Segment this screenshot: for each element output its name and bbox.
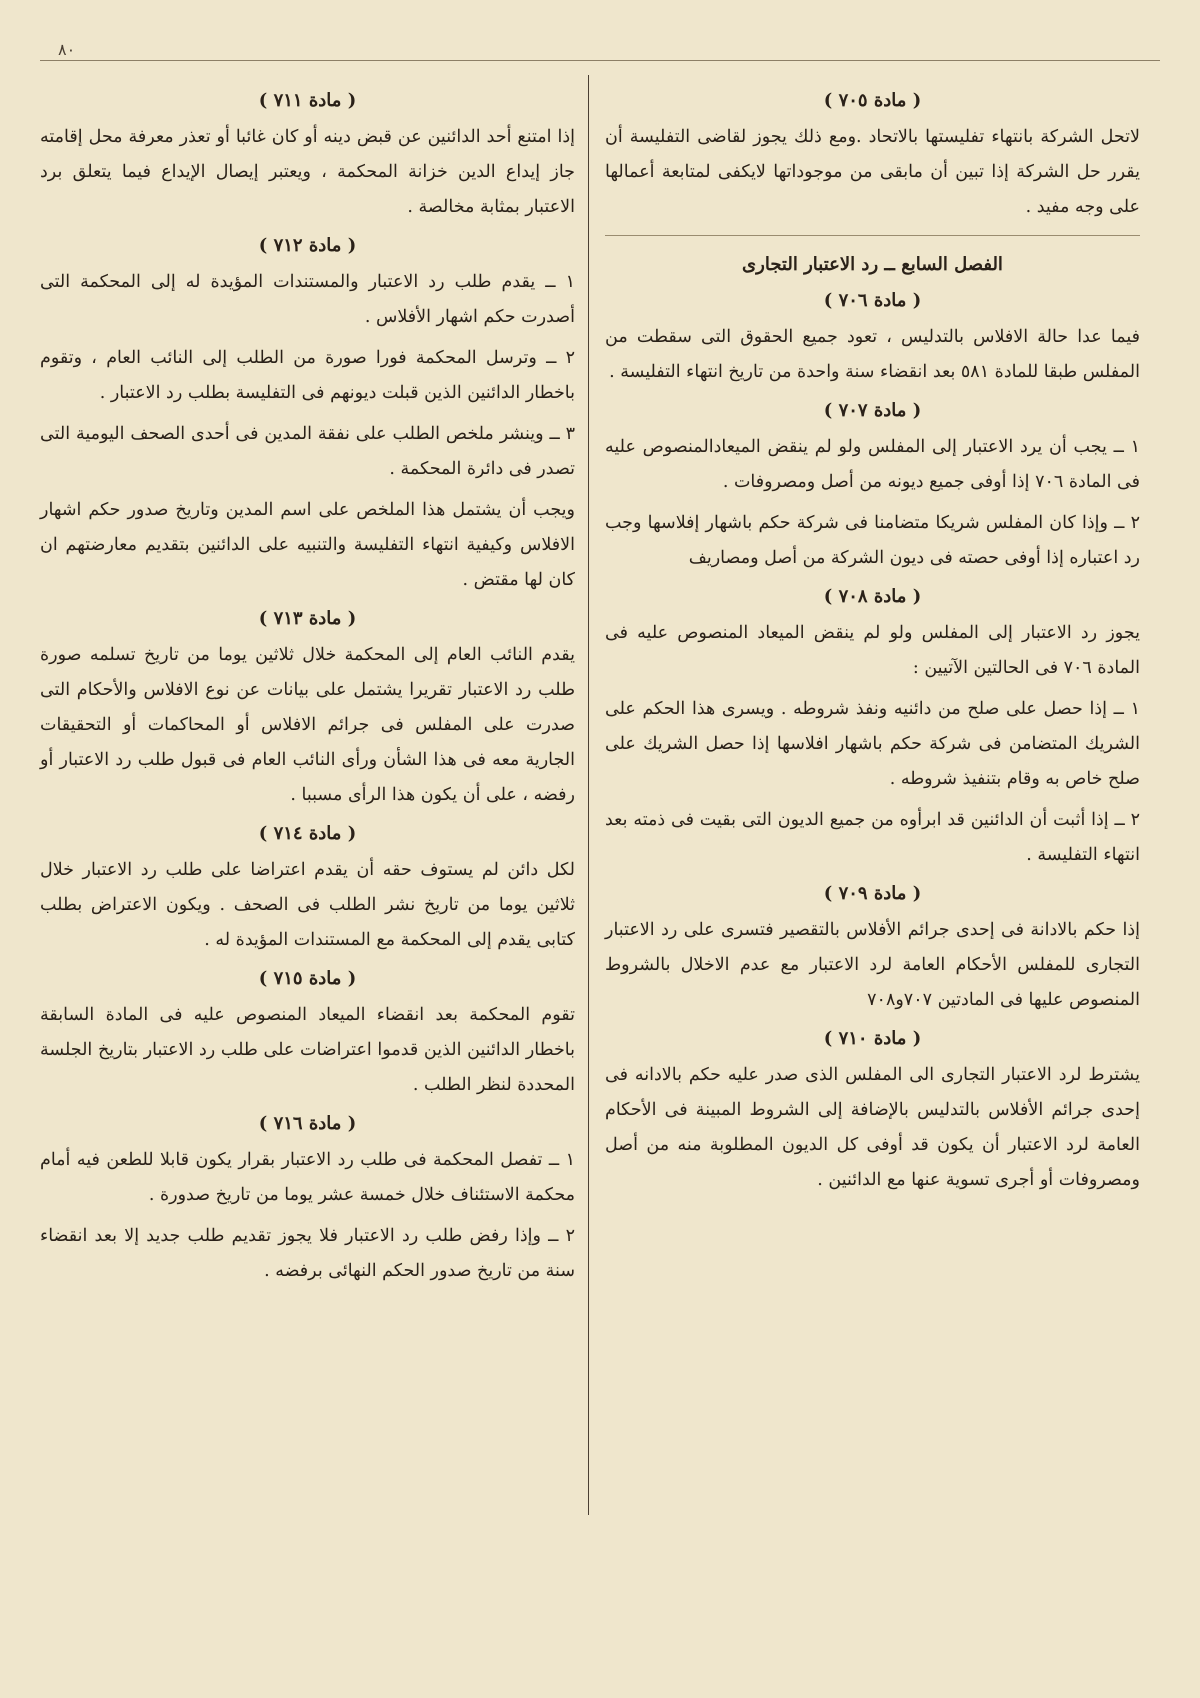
article-paragraph: لكل دائن لم يستوف حقه أن يقدم اعتراضا على طلب رد الاعتبار خلال ثلاثين يوما من تاريخ نشر الطلب فى الصحف . ويكون الاعتراض بطلب كتابى يقدم إلى المحكمة مع المستندات المؤيدة له . — [40, 860, 575, 950]
article-heading: ( مادة ٧١٦ ) — [258, 1113, 357, 1134]
article-paragraph: يشترط لرد الاعتبار التجارى الى المفلس الذى صدر عليه حكم بالادانه فى إحدى جرائم الأفلاس بالتدليس بالإضافة إلى الشروط المبينة فى الأحكام العامة لرد الاعتبار أن يكون قد أوفى كل الديون المطلوبة منه من أصل ومصروفات أو أجرى تسوية عنها مع الدائنين . — [605, 1065, 1140, 1190]
column-divider — [588, 75, 589, 1515]
right-column — [605, 80, 1140, 1204]
article-heading: ( مادة ٧٠٩ ) — [823, 883, 922, 904]
chapter-heading: الفصل السابع ــ رد الاعتبار التجارى — [742, 254, 1003, 275]
left-column — [40, 80, 575, 1295]
article-paragraph: ٢ ــ وإذا كان المفلس شريكا متضامنا فى شركة حكم باشهار إفلاسها وجب رد اعتباره إذا أوفى حصته فى ديون الشركة من أصل ومصاريف — [605, 513, 1140, 568]
article-paragraph: فيما عدا حالة الافلاس بالتدليس ، تعود جميع الحقوق التى سقطت من المفلس طبقا للمادة ٥٨١ بعد انقضاء سنة واحدة من تاريخ انتهاء التفليسة . — [605, 327, 1140, 382]
article-heading: ( مادة ٧٠٧ ) — [823, 400, 922, 421]
article-paragraph: ٢ ــ إذا أثبت أن الدائنين قد ابرأوه من جميع الديون التى بقيت فى ذمته بعد انتهاء التفليسة . — [605, 810, 1140, 865]
article-paragraph: إذا حكم بالادانة فى إحدى جرائم الأفلاس بالتقصير فتسرى على رد الاعتبار التجارى للمفلس الأحكام العامة لرد الاعتبار مع عدم الاخلال بالشروط المنصوص عليها فى المادتين ٧٠٧و٧٠٨ — [605, 920, 1140, 1010]
article-heading: ( مادة ٧١٣ ) — [258, 608, 357, 629]
article-heading: ( مادة ٧١٢ ) — [258, 235, 357, 256]
article-paragraph: ٢ ــ وإذا رفض طلب رد الاعتبار فلا يجوز تقديم طلب جديد إلا بعد انقضاء سنة من تاريخ صدور الحكم النهائى برفضه . — [40, 1226, 575, 1281]
article-heading: ( مادة ٧٠٨ ) — [823, 586, 922, 607]
top-rule — [40, 60, 1160, 61]
article-paragraph: ٣ ــ وينشر ملخص الطلب على نفقة المدين فى أحدى الصحف اليومية التى تصدر فى دائرة المحكمة . — [40, 424, 575, 479]
article-paragraph: ٢ ــ وترسل المحكمة فورا صورة من الطلب إلى النائب العام ، وتقوم باخطار الدائنين الذين قبلت ديونهم فى التفليسة بطلب رد الاعتبار . — [40, 348, 575, 403]
article-heading: ( مادة ٧١٥ ) — [258, 968, 357, 989]
article-paragraph: لاتحل الشركة بانتهاء تفليستها بالاتحاد .ومع ذلك يجوز لقاضى التفليسة أن يقرر حل الشركة إذا تبين أن مابقى من موجوداتها لايكفى لمتابعة أعمالها على وجه مفيد . — [605, 127, 1140, 217]
article-heading: ( مادة ٧١٤ ) — [258, 823, 357, 844]
article-heading: ( مادة ٧٠٦ ) — [823, 290, 922, 311]
page-number: ٨٠ — [58, 40, 76, 59]
article-paragraph: إذا امتنع أحد الدائنين عن قبض دينه أو كان غائبا أو تعذر معرفة محل إقامته جاز إيداع الدين خزانة المحكمة ، ويعتبر إيصال الإيداع فيما يتعلق برد الاعتبار بمثابة مخالصة . — [40, 127, 575, 217]
article-paragraph: ويجب أن يشتمل هذا الملخص على اسم المدين وتاريخ صدور حكم اشهار الافلاس وكيفية انتهاء التفليسة والتنبيه على الدائنين بتقديم معارضتهم ان كان لها مقتض . — [40, 500, 575, 590]
article-paragraph: ١ ــ يجب أن يرد الاعتبار إلى المفلس ولو لم ينقض الميعادالمنصوص عليه فى المادة ٧٠٦ إذا أوفى جميع ديونه من أصل ومصروفات . — [605, 437, 1140, 492]
article-heading: ( مادة ٧٠٥ ) — [823, 90, 922, 111]
article-heading: ( مادة ٧١٠ ) — [823, 1028, 922, 1049]
article-paragraph: ١ ــ إذا حصل على صلح من دائنيه ونفذ شروطه . ويسرى هذا الحكم على الشريك المتضامن فى شركة حكم باشهار افلاسها إذا حصل الشريك على صلح خاص به وقام بتنفيذ شروطه . — [605, 699, 1140, 789]
article-paragraph: يقدم النائب العام إلى المحكمة خلال ثلاثين يوما من تاريخ تسلمه صورة طلب رد الاعتبار تقريرا يشتمل على بيانات عن نوع الافلاس والأحكام التى صدرت على المفلس فى جرائم الافلاس أو المحاكمات أو التحقيقات الجارية معه فى هذا الشأن ورأى النائب العام فى قبول طلب رد الاعتبار أو رفضه ، على أن يكون هذا الرأى مسببا . — [40, 645, 575, 805]
section-separator — [605, 235, 1140, 236]
article-heading: ( مادة ٧١١ ) — [258, 90, 357, 111]
article-paragraph: يجوز رد الاعتبار إلى المفلس ولو لم ينقض الميعاد المنصوص عليه فى المادة ٧٠٦ فى الحالتين الآتيين : — [605, 623, 1140, 678]
article-paragraph: ١ ــ يقدم طلب رد الاعتبار والمستندات المؤيدة له إلى المحكمة التى أصدرت حكم اشهار الأفلاس . — [40, 272, 576, 327]
article-paragraph: ١ ــ تفصل المحكمة فى طلب رد الاعتبار بقرار يكون قابلا للطعن فيه أمام محكمة الاستئناف خلال خمسة عشر يوما من تاريخ صدورة . — [40, 1150, 575, 1205]
article-paragraph: تقوم المحكمة بعد انقضاء الميعاد المنصوص عليه فى المادة السابقة باخطار الدائنين الذين قدموا اعتراضات على طلب رد الاعتبار بتاريخ الجلسة المحددة لنظر الطلب . — [40, 1005, 575, 1095]
